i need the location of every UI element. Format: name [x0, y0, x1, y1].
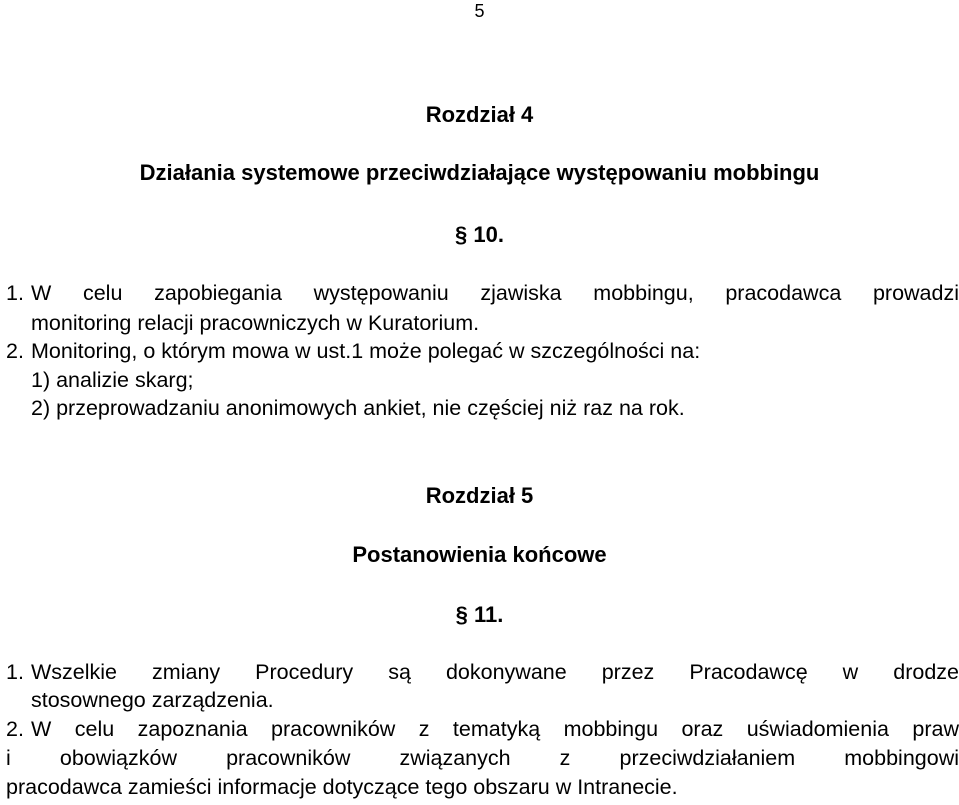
chapter-4-subtitle: Działania systemowe przeciwdziałające występowaniu mobbingu: [139, 160, 820, 185]
ch5-point-2-number: 2.: [6, 717, 24, 741]
ch5-point-2-line-2: i obowiązków pracowników związanych z przeciwdziałaniem mobbingowi: [6, 746, 959, 770]
ch5-point-1-line-2: stosownego zarządzenia.: [31, 688, 274, 712]
chapter-4-paragraph-label: § 10.: [455, 222, 504, 247]
chapter-5-paragraph-label: § 11.: [455, 602, 504, 627]
chapter-5-subtitle: Postanowienia końcowe: [352, 542, 607, 567]
chapter-5-title: Rozdział 5: [425, 483, 534, 508]
ch4-point-2-line-1: Monitoring, o którym mowa w ust.1 może polegać w szczególności na:: [31, 339, 701, 363]
ch5-point-2-line-1: W celu zapoznania pracowników z tematyką mobbingu oraz uświadomienia praw: [31, 717, 959, 741]
ch4-point-2-number: 2.: [6, 339, 24, 363]
ch4-subpoint-2: 2) przeprowadzaniu anonimowych ankiet, nie częściej niż raz na rok.: [31, 396, 685, 420]
ch4-point-1-number: 1.: [6, 281, 24, 305]
page-number: 5: [474, 1, 485, 21]
ch4-point-1-line-2: monitoring relacji pracowniczych w Kuratorium.: [31, 311, 480, 335]
ch5-point-2-line-3: pracodawca zamieści informacje dotyczące tego obszaru w Intranecie.: [6, 775, 678, 799]
ch5-point-1-line-1: Wszelkie zmiany Procedury są dokonywane przez Pracodawcę w drodze: [31, 660, 959, 684]
chapter-4-title: Rozdział 4: [425, 102, 534, 127]
ch4-point-1-line-1: W celu zapobiegania występowaniu zjawiska mobbingu, pracodawca prowadzi: [31, 281, 959, 305]
ch5-point-1-number: 1.: [6, 660, 24, 684]
ch4-subpoint-1: 1) analizie skarg;: [31, 368, 194, 392]
